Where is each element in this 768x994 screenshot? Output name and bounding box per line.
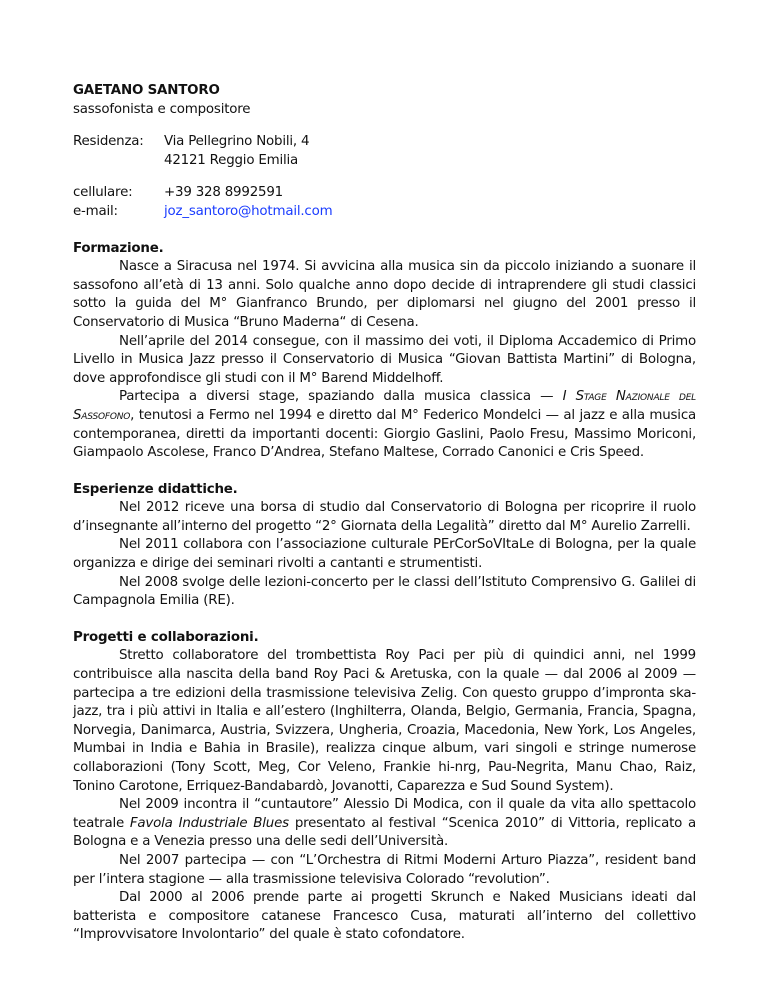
email-link[interactable]: joz_santoro@hotmail.com [164,203,333,219]
progetti-paragraph: Nel 2007 partecipa — con “L’Orchestra di Ritmi Moderni Arturo Piazza”, resident band per l’intera stagione — alla trasmissione televisiva Colorado “revolution”. [73,852,696,887]
progetti-paragraph [73,796,696,852]
email-row [73,203,696,222]
address-line1: Via Pellegrino Nobili, 4 [164,134,310,150]
phone-label: cellulare: [73,185,133,201]
phone-row [73,184,696,203]
didattica-paragraph: Nel 2012 riceve una borsa di studio dal Conservatorio di Bologna per ricoprire il ruolo d’insegnante all’interno del progetto “2° Giornata della Legalità” diretto dal M° Aurelio Zarrelli. [73,500,696,534]
progetti-paragraph: Stretto collaboratore del trombettista Roy Paci per più di quindici anni, nel 1999 contribuisce alla nascita della band Roy Paci & Aretuska, con la quale — dal 2006 al 2009 — partecipa a tre edizioni della trasmissione televisiva Zelig. Con questo gruppo d’impronta ska-jazz, tra i più attivi in Italia e all’estero (Inghilterra, Olanda, Belgio, Germania, Francia, Spagna, Norvegia, Danimarca, Austria, Svizzera, Ungheria, Croazia, Macedonia, New York, Los Angeles, Mumbai in India e Bahia in Brasile), realizza cinque album, vari singoli e stringe numerose collaborazioni (Tony Scott, Meg, Cor Veleno, Frankie hi-nrg, Pau-Negrita, Manu Chao, Raiz, Tonino Carotone, Erriquez-Bandabardò, Jovanotti, Caparezza e Sud Sound System). [73,648,696,794]
residence-label: Residenza: [73,134,144,150]
email-label: e-mail: [73,203,118,219]
address [164,133,696,170]
text-run: Partecipa a diversi stage, spaziando dalla musica classica — [119,389,563,405]
didattica-paragraph: Nel 2011 collabora con l’associazione culturale PErCorSoVItaLe di Bologna, per la quale organizza e dirige dei seminari rivolti a cantanti e strumentisti. [73,537,696,572]
address-line2: 42121 Reggio Emilia [164,152,299,168]
progetti-paragraph: Dal 2000 al 2006 prende parte ai progetti Skrunch e Naked Musicians ideati dal batterista e compositore catanese Francesco Cusa, maturati all’interno del collettivo “Improvvisatore Involontario” del quale è stato cofondatore. [73,890,696,943]
section-heading-progetti: Progetti e collaborazioni. [73,629,259,645]
cv-role: sassofonista e compositore [73,101,251,117]
formazione-paragraph [73,388,696,462]
section-heading-didattica: Esperienze didattiche. [73,481,238,497]
formazione-paragraph: Nasce a Siracusa nel 1974. Si avvicina alla musica sin da piccolo iniziando a suonare il sassofono all’età di 13 anni. Solo qualche anno dopo decide di intraprendere gli studi classici sotto la guida del M° Gianfranco Brundo, per diplomarsi nel giugno del 2001 presso il Conservatorio di Musica “Bruno Maderna“ di Cesena. [73,259,696,330]
stage-title: I Stage Nazionale del Sassofono [73,389,696,423]
residence-row [73,133,696,170]
didattica-paragraph: Nel 2008 svolge delle lezioni-concerto per le classi dell’Istituto Comprensivo G. Galilei di Campagnola Emilia (RE). [73,574,696,609]
phone-value: +39 328 8992591 [164,185,283,201]
cv-name: GAETANO SANTORO [73,83,220,98]
section-heading-formazione: Formazione. [73,240,164,256]
formazione-paragraph: Nell’aprile del 2014 consegue, con il massimo dei voti, il Diploma Accademico di Primo Livello in Musica Jazz presso il Conservatorio di Musica “Giovan Battista Martini” di Bologna, dove approfondisce gli studi con il M° Barend Middelhoff. [73,333,696,386]
text-run: , tenutosi a Fermo nel 1994 e diretto dal M° Federico Mondelci — al jazz e alla musica contemporanea, diretti da importanti docenti: Giorgio Gaslini, Paolo Fresu, Massimo Moriconi, Giampaolo Ascolese, Franco D’Andrea, Stefano Maltese, Corrado Canonici e Cris Speed. [73,407,696,461]
text-run: Nel 2009 incontra il “cuntautore” Alessio Di Modica, con il quale da vita allo spettacolo teatrale [73,797,696,831]
text-run: presentato al festival “Scenica 2010” di Vittoria, replicato a Bologna e a Venezia presso una delle sedi dell’Università. [73,815,697,850]
show-title: Favola Industriale Blues [129,815,289,831]
